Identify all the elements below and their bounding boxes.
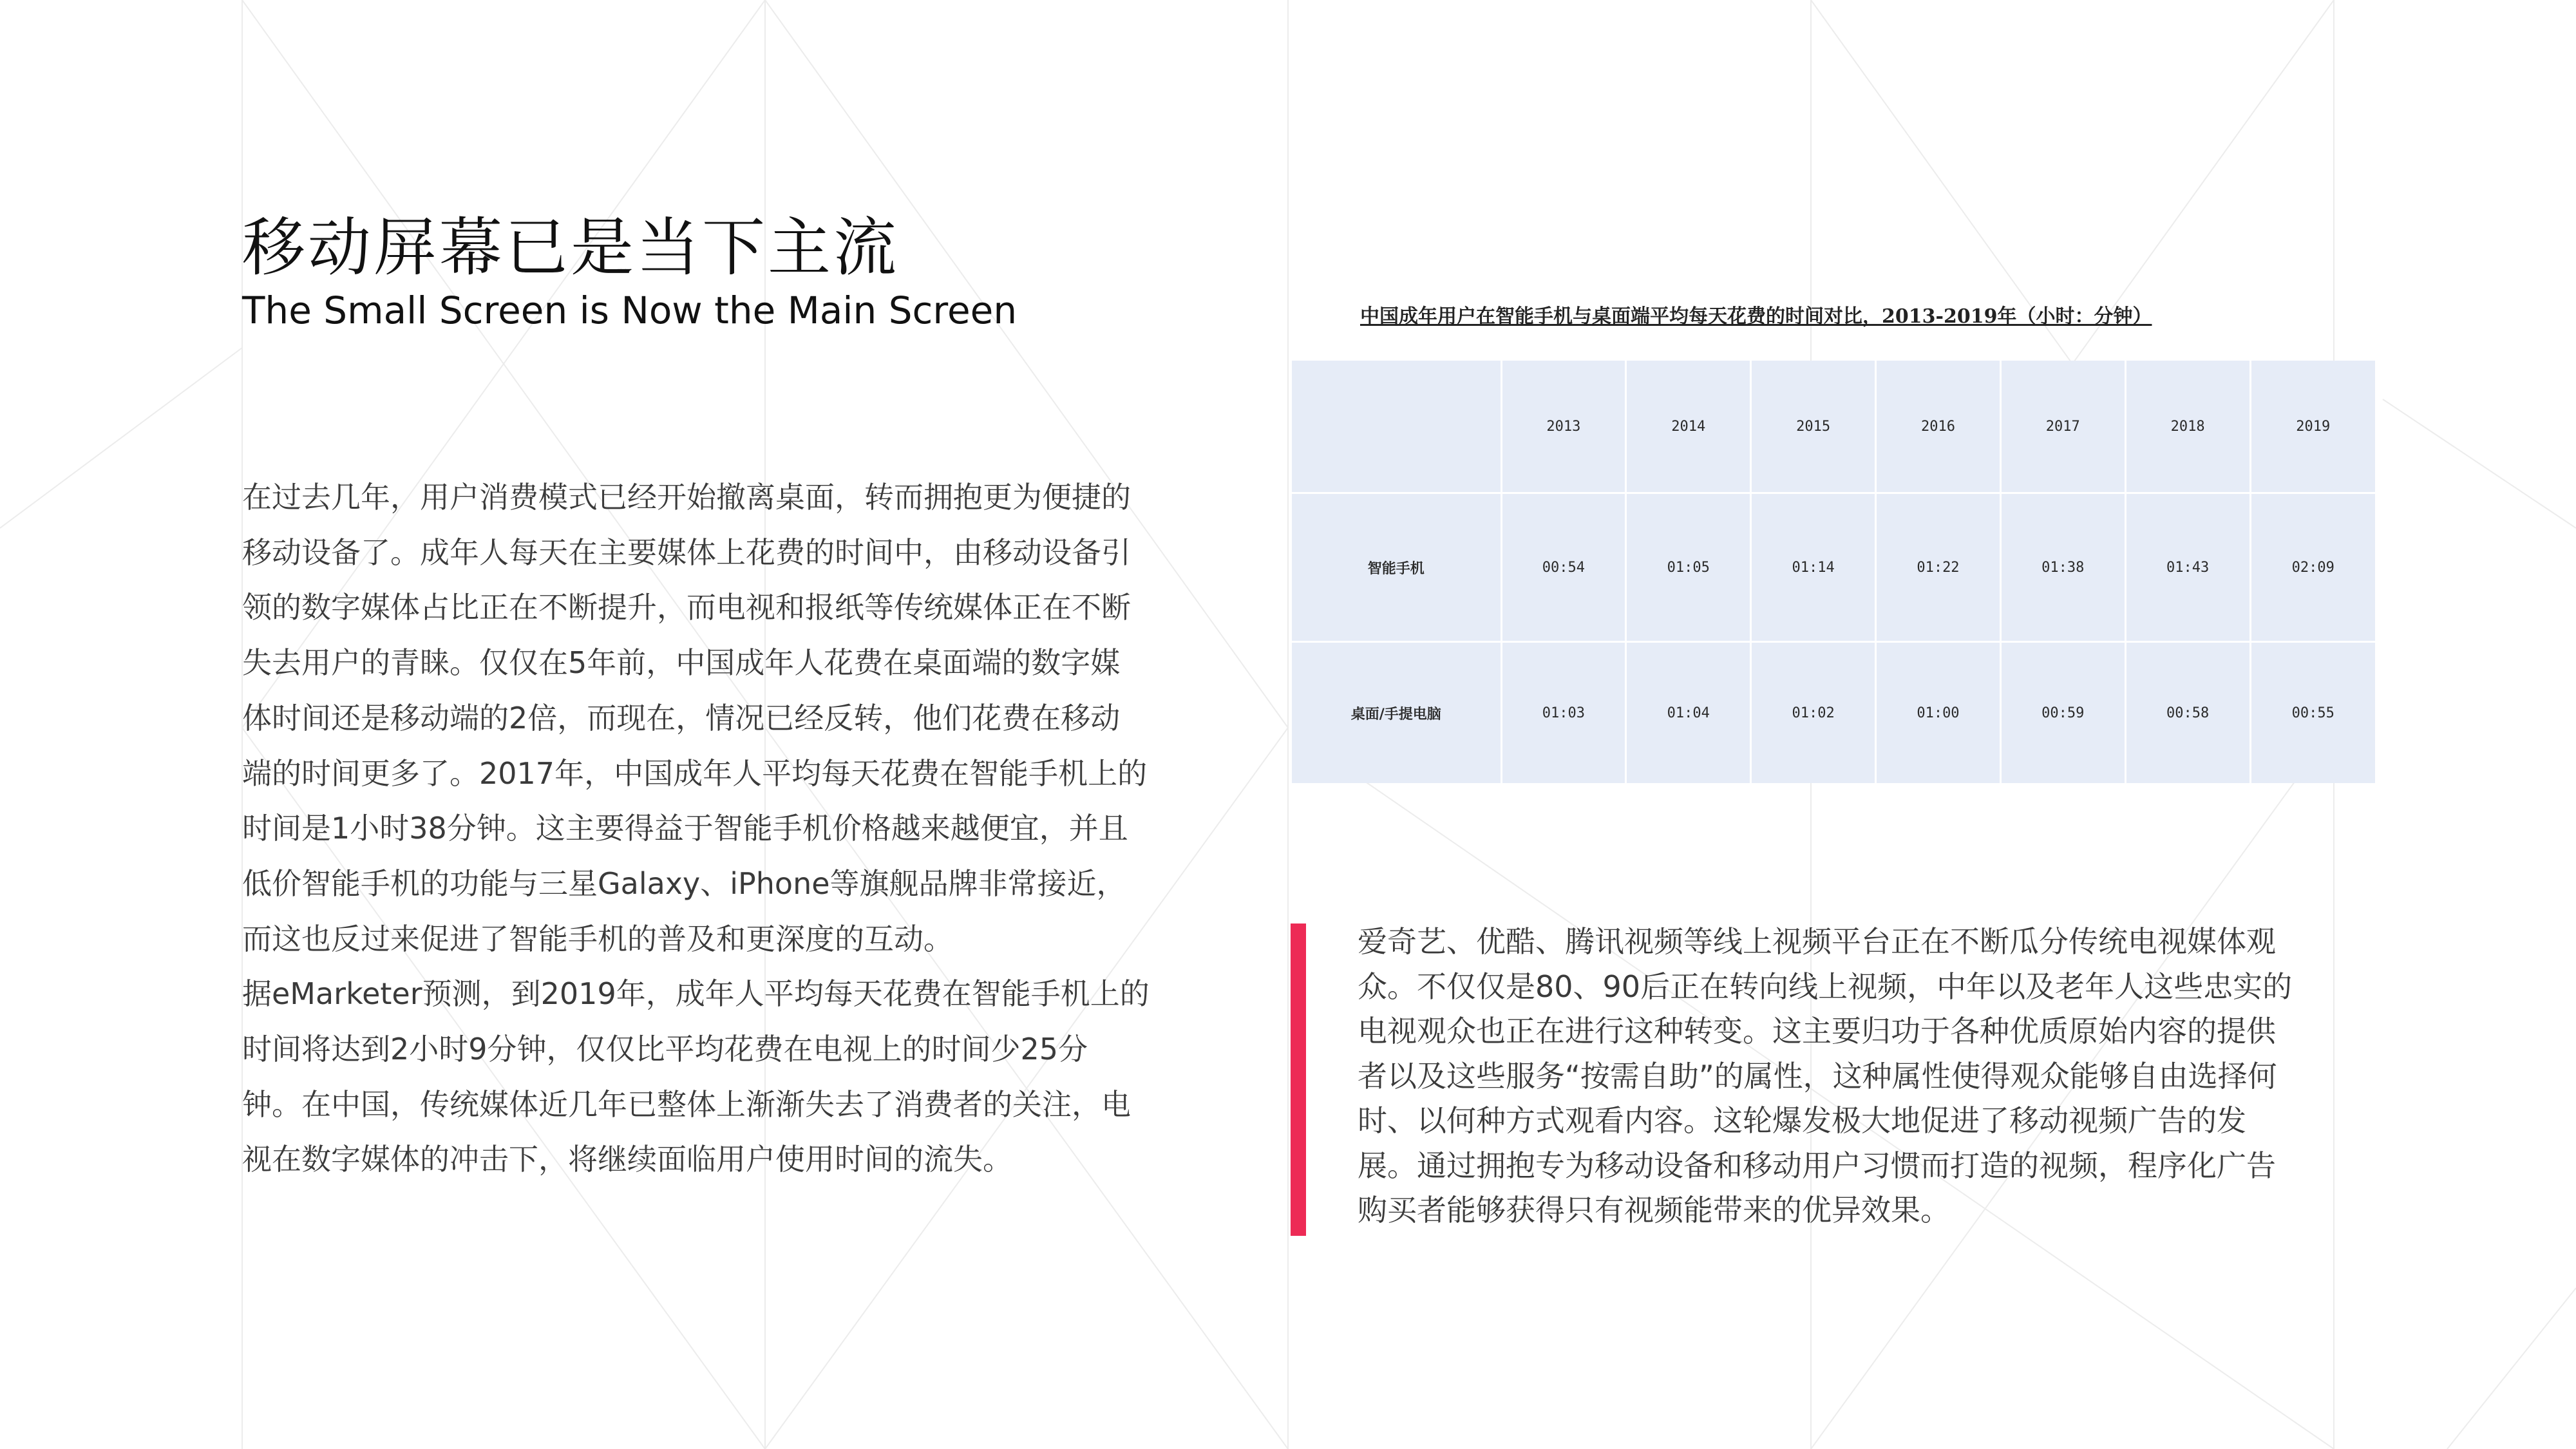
- paragraph-line: 者以及这些服务“按需自助”的属性，这种属性使得观众能够自由选择何: [1358, 1058, 2277, 1094]
- table-cell: 00:59: [2000, 642, 2125, 784]
- paragraph-line: 展。通过拥抱专为移动设备和移动用户习惯而打造的视频，程序化广告: [1358, 1148, 2276, 1183]
- column-header: 2016: [1876, 361, 2001, 493]
- right-body-paragraph: [1358, 920, 2388, 1233]
- paragraph-line: 视在数字媒体的冲击下，将继续面临用户使用时间的流失。: [242, 1142, 1012, 1177]
- paragraph-line: 时间将达到2小时9分钟，仅仅比平均花费在电视上的时间少25分: [242, 1032, 1088, 1067]
- left-body-paragraph: [242, 470, 1227, 1188]
- paragraph-line: 低价智能手机的功能与三星Galaxy、iPhone等旗舰品牌非常接近，: [242, 866, 1126, 901]
- table-caption: 中国成年用户在智能手机与桌面端平均每天花费的时间对比，2013-2019年（小时：分钟）: [1360, 305, 2152, 328]
- row-label: 智能手机: [1292, 493, 1501, 642]
- column-header: 2014: [1626, 361, 1751, 493]
- table-cell: 02:09: [2250, 493, 2375, 642]
- paragraph-line: 时间是1小时38分钟。这主要得益于智能手机价格越来越便宜，并且: [242, 811, 1128, 846]
- paragraph-line: 爱奇艺、优酷、腾讯视频等线上视频平台正在不断瓜分传统电视媒体观: [1358, 924, 2276, 959]
- table-cell: 01:03: [1501, 642, 1626, 784]
- table-cell: 01:43: [2125, 493, 2250, 642]
- page-subtitle: The Small Screen is Now the Main Screen: [242, 289, 1018, 332]
- table-cell: 00:55: [2291, 705, 2334, 721]
- paragraph-line: 移动设备了。成年人每天在主要媒体上花费的时间中，由移动设备引: [242, 535, 1131, 570]
- column-header: 2015: [1751, 361, 1876, 493]
- paragraph-line: 购买者能够获得只有视频能带来的优异效果。: [1358, 1193, 1950, 1227]
- table-row: [1292, 493, 2375, 642]
- table-cell: 01:00: [1876, 642, 2001, 784]
- column-header: 2013: [1501, 361, 1626, 493]
- table-cell: 01:02: [1751, 642, 1876, 784]
- paragraph-line: 领的数字媒体占比正在不断提升，而电视和报纸等传统媒体正在不断: [242, 590, 1131, 625]
- paragraph-line: 而这也反过来促进了智能手机的普及和更深度的互动。: [242, 921, 953, 956]
- table-cell: 01:14: [1751, 493, 1876, 642]
- paragraph-line: 端的时间更多了。2017年，中国成年人平均每天花费在智能手机上的: [242, 755, 1148, 791]
- paragraph-line: 体时间还是移动端的2倍，而现在，情况已经反转，他们花费在移动: [242, 700, 1121, 735]
- table-header-row: [1292, 361, 2375, 493]
- column-header: 2018: [2125, 361, 2250, 493]
- data-table: [1292, 361, 2375, 783]
- row-label: 桌面/手提电脑: [1292, 642, 1501, 784]
- paragraph-line: 失去用户的青睐。仅仅在5年前，中国成年人花费在桌面端的数字媒: [242, 645, 1121, 681]
- table-cell: 00:58: [2125, 642, 2250, 784]
- column-header: 2019: [2250, 361, 2375, 493]
- paragraph-line: 据eMarketer预测，到2019年，成年人平均每天花费在智能手机上的: [242, 976, 1150, 1012]
- paragraph-line: 众。不仅仅是80、90后正在转向线上视频，中年以及老年人这些忠实的: [1358, 969, 2293, 1004]
- paragraph-line: 时、以何种方式观看内容。这轮爆发极大地促进了移动视频广告的发: [1358, 1103, 2246, 1138]
- page-title: 移动屏幕已是当下主流: [242, 211, 900, 285]
- table-cell: 01:22: [1876, 493, 2001, 642]
- table-row: [1292, 642, 2375, 784]
- accent-bar: [1291, 923, 1306, 1236]
- paragraph-line: 电视观众也正在进行这种转变。这主要归功于各种优质原始内容的提供: [1358, 1014, 2276, 1048]
- table-cell: 00:54: [1501, 493, 1626, 642]
- column-header: [1292, 361, 1501, 493]
- table-cell: 01:05: [1626, 493, 1751, 642]
- paragraph-line: 在过去几年，用户消费模式已经开始撤离桌面，转而拥抱更为便捷的: [242, 480, 1131, 515]
- table-cell: 01:38: [2000, 493, 2125, 642]
- paragraph-line: 钟。在中国，传统媒体近几年已整体上渐渐失去了消费者的关注，电: [242, 1086, 1131, 1122]
- time-comparison-table: [1292, 361, 2375, 782]
- column-header: 2017: [2000, 361, 2125, 493]
- table-cell: 01:04: [1626, 642, 1751, 784]
